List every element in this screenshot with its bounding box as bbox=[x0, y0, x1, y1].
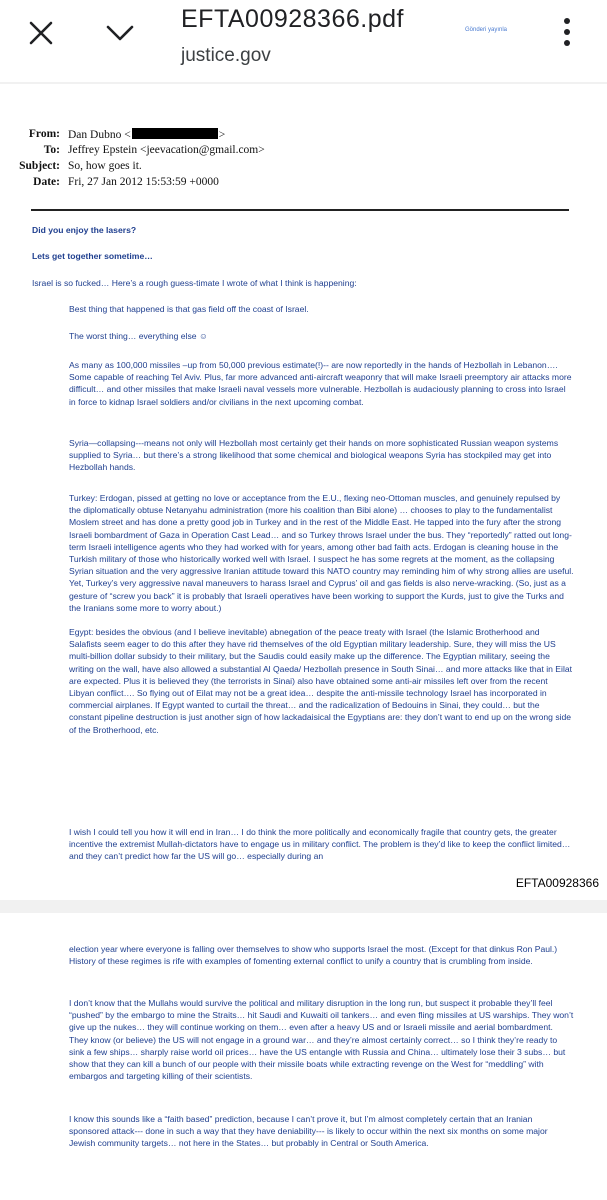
body-line-lasers: Did you enjoy the lasers? bbox=[32, 225, 137, 235]
collapse-button[interactable] bbox=[100, 14, 140, 52]
paragraph-worst-thing: The worst thing… everything else ☺ bbox=[69, 331, 208, 341]
subject-value: So, how goes it. bbox=[68, 160, 142, 172]
from-value: Dan Dubno < > bbox=[68, 129, 226, 141]
to-label: To: bbox=[43, 144, 60, 156]
paragraph-faith-based: I know this sounds like a “faith based” prediction, because I can’t prove it, but I’m almost completely certain that an Iranian sponsored attack--- done in such a way that they have deniability--- is likely to occur within the next six months on some major Jewish community targets… not here in the States… but probably in Central or South America. bbox=[69, 1114, 548, 1149]
paragraph-egypt: Egypt: besides the obvious (and I believe inevitable) abnegation of the peace treaty with Israel (the Islamic Brotherhood and Salafists seem eager to do this after they have rid themselves of the old Egyptian military leadership. Sure, they will miss the US multi-billion dollar subsidy to their military, but the Saudis could easily make up the difference. The Egyptian military, seeing the writing on the wall, have also allowed a substantial Al Qaeda/ Hezbollah presence in South Sinai… and more attacks like that in Eilat are expected. Plus it is believed they (the terrorists in Sinai) also have obtained some anti-air missiles left over from the recent Libyan conflict…. So flying out of Eilat may not be a great idea… despite the anti-missile technology Israel has incorporated in commercial airplanes. If Egypt wanted to curtail the threat… and the radicalization of Bedouins in Sinai, they could… but the constant pipeline destruction is just another sign of how lackadaisical the Egyptians are: they don’t want to end up on the wrong side of the Brotherhood, etc. bbox=[69, 627, 573, 735]
document-id: EFTA00928366 bbox=[515, 876, 599, 890]
to-value: Jeffrey Epstein <jeevacation@gmail.com> bbox=[68, 144, 265, 156]
paragraph-hezbollah: As many as 100,000 missiles –up from 50,000 previous estimate(!)-- are now reportedly in the hands of Hezbollah in Lebanon…. Some capable of reaching Tel Aviv. Plus, far more advanced anti-aircraft weaponry that will make Israeli preemptory air attacks more difficult… and other missiles that make Israeli naval vessels more vulnerable. Hezbollah is audaciously planning to cross into Israel in force to kidnap Israel soldiers and/or civilians in the next upcoming combat. bbox=[69, 360, 572, 407]
paragraph-election-year: election year where everyone is falling over themselves to show who supports Israel the most. (Except for that dinkus Ron Paul.) History of these regimes is rife with examples of fomenting external conflict to unify a country that is crumbling from inside. bbox=[69, 944, 558, 967]
file-name: EFTA00928366.pdf bbox=[181, 5, 404, 33]
paragraph-mullahs: I don’t know that the Mullahs would survive the political and military disruption in the long run, but suspect it probable they’ll feel “pushed” by the embargo to mine the Straits… hit Saudi and Kuwaiti oil tankers… and even fling missiles at US warships. They won’t give up the nukes… they will continue working on them… even after a heavy US and or Israeli missile and aerial bombardment. They know (or believe) the US will not engage in a ground war… and they’re almost certainly correct… so I think they’re ready to sink a few ships… sharply raise world oil prices… have the US entangle with Russia and China… ultimately lose their 3 subs… but show that they can kill a bunch of our people with their missile boats while extracting revenge on the West for “meddling” with embargos and targeting killing of their scientists. bbox=[69, 998, 574, 1082]
date-label: Date: bbox=[33, 176, 60, 188]
more-vert-icon bbox=[563, 17, 571, 47]
subject-label: Subject: bbox=[19, 160, 60, 172]
chevron-down-icon bbox=[106, 24, 134, 42]
body-line-intro: Israel is so fucked… Here’s a rough guess-timate I wrote of what I think is happening: bbox=[32, 278, 357, 288]
header-divider bbox=[31, 209, 569, 211]
from-label: From: bbox=[28, 128, 60, 140]
more-options-button[interactable] bbox=[552, 14, 582, 50]
pdf-page-2 bbox=[0, 913, 607, 1200]
body-line-together: Lets get together sometime… bbox=[32, 251, 153, 261]
close-button[interactable] bbox=[22, 14, 60, 52]
paragraph-gas-field: Best thing that happened is that gas field off the coast of Israel. bbox=[69, 304, 309, 314]
paragraph-syria: Syria—collapsing---means not only will Hezbollah most certainly get their hands on more sophisticated Russian weapon systems supplied to Syria… but there’s a strong likelihood that some chemical and biological weapons Syria has stockpiled may get into Hezbollah hands. bbox=[69, 438, 559, 473]
viewer-toolbar bbox=[0, 0, 607, 82]
paragraph-turkey: Turkey: Erdogan, pissed at getting no love or acceptance from the E.U., flexing neo-Ottoman muscles, and genuinely repulsed by the diplomatically obtuse Netanyahu administration (more his coalition than Bibi alone) … chooses to play to the fundamentalist Moslem street and has done a pretty good job in Turkey and in the rest of the Middle East. He tapped into the fury after the strong Israeli bombardment of Gaza in Operation Cast Lead… and so Turkey throws Israel under the bus. They “reportedly” ratted out long-term Israeli intelligence agents who they had worked with for years, among other bad faith acts. Erdogan is cleaning house in the Turkish military of those who historically worked well with Israel. I suspect he has some regrets at the moment, as the collapsing Syrian situation and the very aggressive Iranian attitude toward this NATO country may reminding him of why strong allies are useful. Yet, Turkey’s very aggressive naval maneuvers to harass Israel and Cyprus’ oil and gas fields is also nerve-wracking. (So, just as a gesture of “screw you back” it is probably that Israeli operatives have been working to support the Kurds, just to give the Turks and the Iranians some more to worry about.) bbox=[69, 493, 574, 613]
redaction-box bbox=[132, 128, 218, 139]
email-header bbox=[0, 84, 607, 204]
close-icon bbox=[29, 21, 53, 45]
pdf-page-1 bbox=[0, 84, 607, 900]
source-domain: justice.gov bbox=[181, 45, 271, 66]
tiny-label: Gönderi yayınla bbox=[465, 27, 508, 33]
date-value: Fri, 27 Jan 2012 15:53:59 +0000 bbox=[68, 176, 219, 188]
paragraph-iran: I wish I could tell you how it will end in Iran… I do think the more politically and economically fragile that country gets, the greater incentive the extremist Mullah-dictators have to engage us in military conflict. The problem is they’d like to keep the conflict limited… and they can’t predict how far the US will go… especially during an bbox=[69, 827, 571, 862]
